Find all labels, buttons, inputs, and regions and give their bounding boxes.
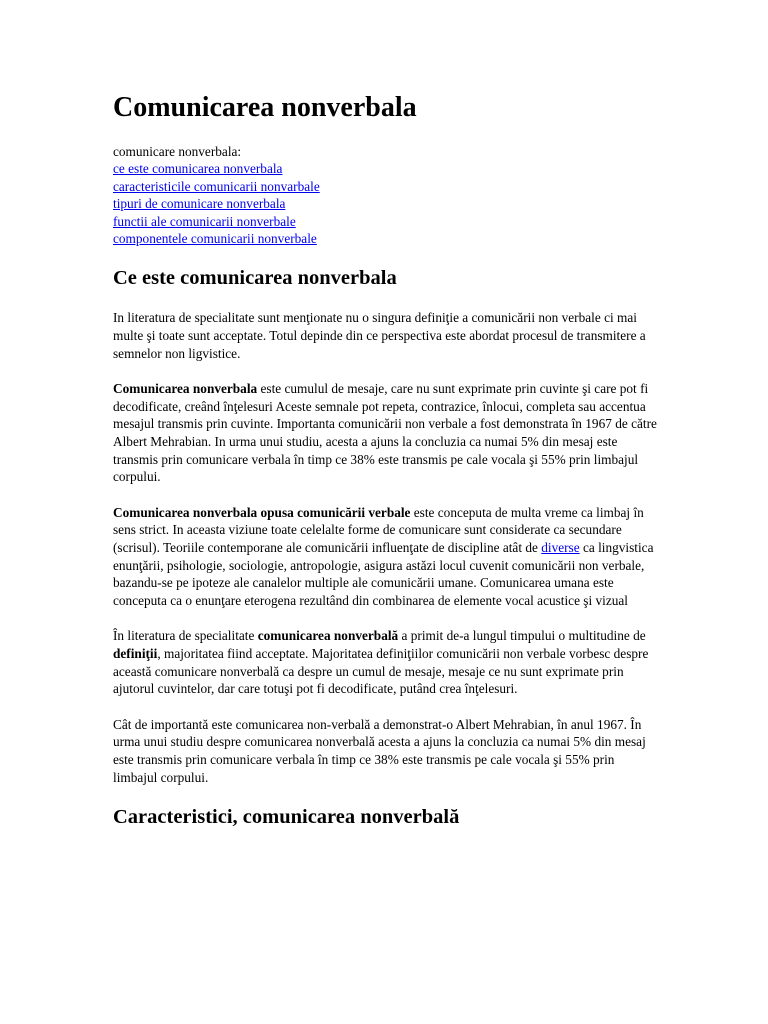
section-heading-caracteristici: Caracteristici, comunicarea nonverbală: [113, 806, 460, 829]
paragraph-4-bold-2: definiţii: [113, 645, 158, 661]
paragraph-3: [113, 504, 658, 610]
paragraph-3-bold: Comunicarea nonverbala opusa comunicării verbale: [113, 504, 411, 520]
paragraph-2-text: este cumulul de mesaje, care nu sunt exprimate prin cuvinte şi care pot fi decodificate, creând înţelesuri Aceste semnale pot repeta, contrazice, înlocui, completa sau accentua mesajul transmis prin cuvinte. Importanta comunicării non verbale a fost demonstrata în 1967 de către Albert Mehrabian. In urma unui studiu, acesta a ajuns la concluzia ca numai 5% din mesaj este transmis prin comunicare verbala în timp ce 38% este transmis pe cale vocala şi 55% prin limbajul corpului.: [113, 381, 657, 485]
paragraph-4: [113, 627, 658, 697]
paragraph-5: Cât de importantă este comunicarea non-verbală a demonstrat-o Albert Mehrabian, în anul 1967. În urma unui studiu despre comunicarea nonverbală acesta a ajuns la concluzia ca numai 5% din mesaj este transmis prin comunicare verbala în timp ce 38% este transmis pe cale vocala şi 55% prin limbajul corpului.: [113, 716, 646, 785]
paragraph-3-text-before-link: este conceputa de multa vreme ca limbaj în sens strict. In aceasta viziune toate celelalte forme de comunicare sunt considerate ca secundare (scrisul). Teoriile contemporane ale comunicării influenţate de discipline atât de: [113, 504, 644, 555]
toc-heading: comunicare nonverbala:: [113, 144, 242, 159]
link-diverse[interactable]: diverse: [541, 539, 580, 555]
toc-link-componentele[interactable]: componentele comunicarii nonverbale: [113, 231, 317, 247]
toc-link-ce-este[interactable]: ce este comunicarea nonverbala: [113, 161, 283, 177]
paragraph-4-text-3: , majoritatea fiind acceptate. Majoritatea definiţiilor comunicării non verbale vorbesc despre această comunicare nonverbală ca despre un cumul de mesaje, mesaje ce nu sunt exprimate prin ajutorul cuvintelor, dar care totuşi pot fi decodificate, putând crea înţelesuri.: [113, 645, 649, 697]
paragraph-2-bold: Comunicarea nonverbala: [113, 381, 258, 397]
paragraph-4-text-2: a primit de-a lungul timpului o multitudine de: [398, 628, 646, 644]
paragraph-2: [113, 380, 658, 486]
paragraph-1: In literatura de specialitate sunt menţionate nu o singura definiţie a comunicării non verbale ci mai multe şi toate sunt acceptate. Totul depinde din ce perspectiva este abordat procesul de transmitere a semnelor non ligvistice.: [113, 310, 646, 361]
paragraph-4-text-1: În literatura de specialitate: [113, 628, 258, 644]
table-of-contents: [113, 143, 658, 247]
document-page: [113, 90, 658, 830]
paragraph-3-text-after-link: ca lingvistica enunţării, psihologie, sociologie, antropologie, asigura astăzi locul cuvenit comunicării non verbale, bazandu-se pe ipoteze ale canalelor multiple ale comunicării umane. Comunicarea umana este conceputa ca o enunţare eterogena rezultând din combinarea de elemente vocal acustice şi vizual: [113, 539, 654, 608]
toc-link-functii[interactable]: functii ale comunicarii nonverbale: [113, 213, 296, 229]
page-title: Comunicarea nonverbala: [113, 92, 417, 123]
section-heading-ce-este: Ce este comunicarea nonverbala: [113, 267, 397, 290]
toc-link-caracteristicile[interactable]: caracteristicile comunicarii nonvarbale: [113, 178, 320, 194]
paragraph-4-bold-1: comunicarea nonverbală: [257, 628, 399, 644]
toc-link-tipuri[interactable]: tipuri de comunicare nonverbala: [113, 196, 286, 212]
